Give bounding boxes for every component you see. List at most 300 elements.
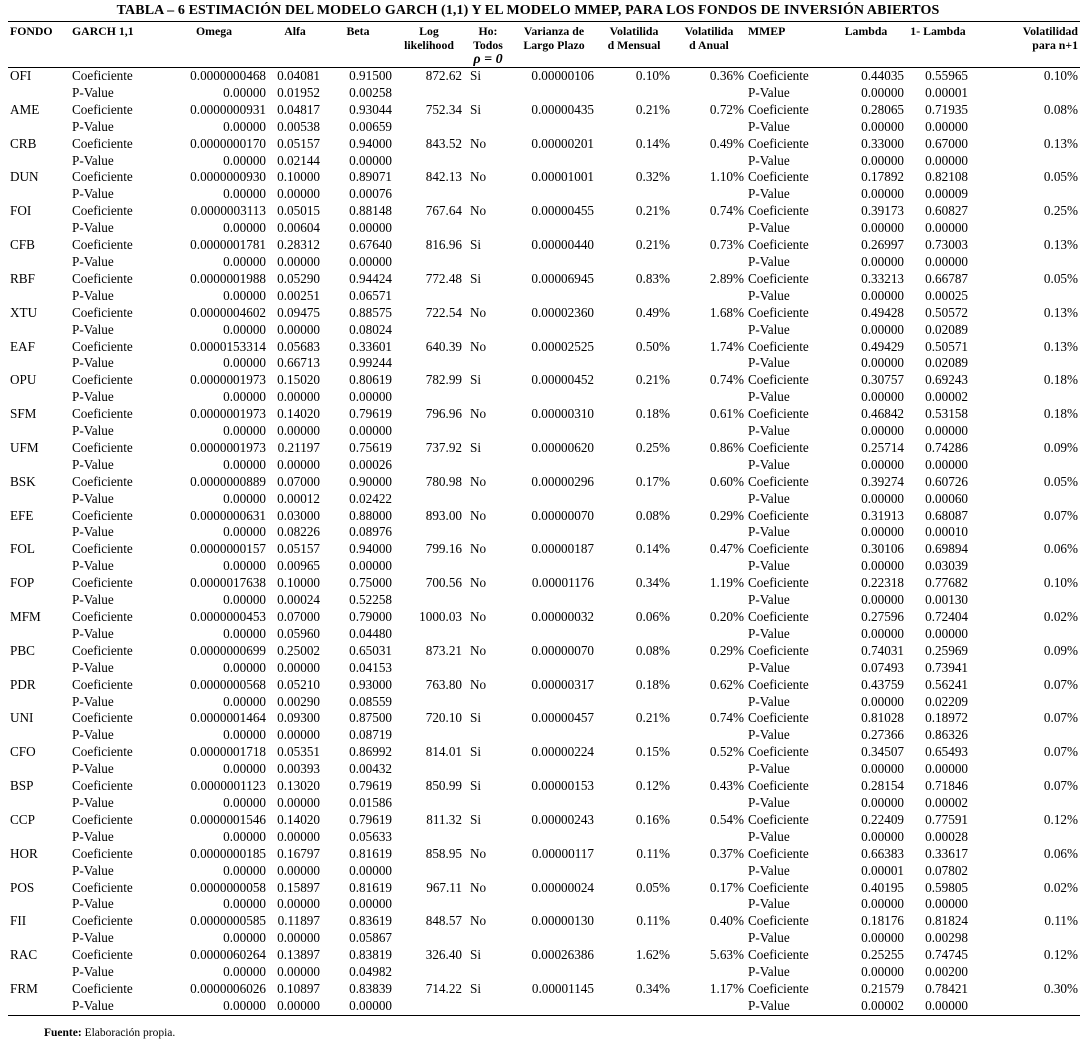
lambda-pvalue: 0.00000 bbox=[861, 558, 904, 574]
omega-value: 0.0000006026 bbox=[190, 980, 266, 996]
varianza-empty bbox=[512, 998, 596, 1015]
fund-name-empty bbox=[8, 85, 70, 102]
omega-pvalue: 0.00000 bbox=[223, 592, 266, 608]
lambda-value: 0.81028 bbox=[861, 710, 904, 726]
varianza-empty bbox=[512, 186, 596, 203]
volatilidad-anual-empty bbox=[672, 153, 746, 170]
1-lambda-value: 0.18972 bbox=[925, 710, 968, 726]
table-row-coefficient bbox=[8, 880, 1080, 897]
volatilidad-anual-value: 0.47% bbox=[709, 541, 744, 557]
volatilidad-mensual-empty bbox=[596, 626, 672, 643]
mmep-coef-label: Coeficiente bbox=[748, 845, 809, 861]
mmep-coef-label: Coeficiente bbox=[748, 473, 809, 489]
mmep-pvalue-label: P-Value bbox=[748, 287, 790, 303]
table-row-pvalue bbox=[8, 626, 1080, 643]
fund-name: PDR bbox=[10, 676, 36, 692]
ho-empty bbox=[464, 795, 512, 812]
varianza-value: 0.00002525 bbox=[531, 338, 594, 354]
loglikelihood-value: 752.34 bbox=[425, 101, 462, 117]
volatilidad-mensual-value: 0.08% bbox=[635, 642, 670, 658]
volatilidad-n1-value: 0.13% bbox=[1043, 338, 1078, 354]
volatilidad-n1-value: 0.07% bbox=[1043, 676, 1078, 692]
omega-value: 0.0000000889 bbox=[190, 473, 266, 489]
loglikelihood-value: 772.48 bbox=[425, 270, 462, 286]
varianza-empty bbox=[512, 896, 596, 913]
beta-pvalue: 0.00000 bbox=[349, 253, 392, 269]
volatilidad-anual-value: 0.36% bbox=[709, 68, 744, 83]
volatilidad-mensual-empty bbox=[596, 457, 672, 474]
volatilidad-n1-value: 0.08% bbox=[1043, 101, 1078, 117]
pvalue-label: P-Value bbox=[72, 253, 114, 269]
loglikelihood-empty bbox=[394, 322, 464, 339]
fund-name-empty bbox=[8, 457, 70, 474]
volatilidad-mensual-value: 0.06% bbox=[635, 609, 670, 624]
beta-pvalue: 0.04153 bbox=[349, 659, 392, 675]
volatilidad-anual-value: 1.17% bbox=[709, 980, 744, 996]
coef-label: Coeficiente bbox=[72, 507, 133, 523]
fund-name: EFE bbox=[10, 507, 34, 523]
mmep-coef-label: Coeficiente bbox=[748, 406, 809, 422]
omega-value: 0.0000000170 bbox=[190, 135, 266, 151]
ho-value: No bbox=[470, 338, 487, 354]
beta-pvalue: 0.08719 bbox=[349, 727, 392, 743]
lambda-pvalue: 0.00002 bbox=[826, 998, 906, 1015]
ho-empty bbox=[464, 524, 512, 541]
1-lambda-value: 0.77591 bbox=[925, 811, 968, 827]
beta-pvalue: 0.05633 bbox=[349, 828, 392, 844]
volatilidad-n1-empty bbox=[970, 964, 1080, 981]
omega-value: 0.0000000185 bbox=[190, 845, 266, 861]
lambda-pvalue: 0.00000 bbox=[861, 625, 904, 641]
omega-pvalue: 0.00000 bbox=[223, 524, 266, 540]
volatilidad-mensual-empty bbox=[596, 727, 672, 744]
lambda-pvalue: 0.00000 bbox=[861, 794, 904, 810]
volatilidad-anual-value: 0.74% bbox=[709, 203, 744, 219]
volatilidad-mensual-empty bbox=[596, 423, 672, 440]
volatilidad-mensual-value: 0.34% bbox=[635, 575, 670, 591]
table-row-pvalue bbox=[8, 457, 1080, 474]
1-lambda-value: 0.73003 bbox=[925, 237, 968, 253]
table-row-coefficient bbox=[8, 541, 1080, 558]
beta-value: 0.86992 bbox=[349, 744, 392, 760]
fund-name: HOR bbox=[10, 845, 38, 861]
1-lambda-value: 0.81824 bbox=[925, 913, 968, 929]
volatilidad-n1-value: 0.09% bbox=[1043, 439, 1078, 455]
lambda-pvalue: 0.00000 bbox=[861, 964, 904, 980]
lambda-pvalue: 0.00000 bbox=[861, 186, 904, 202]
omega-pvalue: 0.00000 bbox=[223, 794, 266, 810]
volatilidad-mensual-empty bbox=[596, 592, 672, 609]
ho-empty bbox=[464, 423, 512, 440]
omega-value: 0.0000000468 bbox=[190, 68, 266, 83]
omega-pvalue: 0.00000 bbox=[223, 456, 266, 472]
volatilidad-n1-value: 0.07% bbox=[1043, 744, 1078, 760]
table-row-pvalue bbox=[8, 727, 1080, 744]
omega-value: 0.0000001973 bbox=[190, 406, 266, 422]
beta-value: 0.67640 bbox=[349, 237, 392, 253]
volatilidad-anual-value: 1.68% bbox=[709, 304, 744, 320]
table-row-coefficient bbox=[8, 710, 1080, 727]
beta-value: 0.83819 bbox=[349, 947, 392, 963]
omega-value: 0.0000000058 bbox=[190, 879, 266, 895]
loglikelihood-empty bbox=[394, 423, 464, 440]
mmep-coef-label: Coeficiente bbox=[748, 304, 809, 320]
ho-empty bbox=[464, 254, 512, 271]
lambda-value: 0.30757 bbox=[861, 372, 904, 388]
table-row-coefficient bbox=[8, 339, 1080, 356]
mmep-pvalue-label: P-Value bbox=[748, 693, 790, 709]
volatilidad-mensual-empty bbox=[596, 795, 672, 812]
1-lambda-pvalue: 0.00000 bbox=[925, 118, 968, 134]
omega-value: 0.0000000931 bbox=[190, 101, 266, 117]
volatilidad-anual-value: 1.74% bbox=[709, 338, 744, 354]
fund-name-empty bbox=[8, 694, 70, 711]
varianza-empty bbox=[512, 558, 596, 575]
alfa-value: 0.09475 bbox=[277, 304, 320, 320]
volatilidad-mensual-empty bbox=[596, 186, 672, 203]
1-lambda-pvalue: 0.00000 bbox=[925, 253, 968, 269]
varianza-value: 0.00000452 bbox=[531, 372, 594, 388]
volatilidad-anual-value: 0.52% bbox=[709, 744, 744, 760]
alfa-pvalue: 0.00000 bbox=[277, 423, 320, 439]
varianza-value: 0.00026386 bbox=[531, 947, 594, 963]
1-lambda-value: 0.50571 bbox=[925, 338, 968, 354]
loglikelihood-empty bbox=[394, 998, 464, 1015]
mmep-pvalue-label: P-Value bbox=[748, 862, 790, 878]
varianza-empty bbox=[512, 863, 596, 880]
garch-mmep-table bbox=[8, 21, 1080, 1016]
volatilidad-anual-value: 0.72% bbox=[709, 101, 744, 117]
volatilidad-n1-value: 0.06% bbox=[1043, 845, 1078, 861]
table-row-coefficient bbox=[8, 305, 1080, 322]
volatilidad-anual-value: 0.74% bbox=[709, 372, 744, 388]
lambda-value: 0.66383 bbox=[861, 845, 904, 861]
alfa-pvalue: 0.00393 bbox=[277, 761, 320, 777]
loglikelihood-empty bbox=[394, 119, 464, 136]
varianza-empty bbox=[512, 964, 596, 981]
ho-value: No bbox=[470, 169, 487, 185]
volatilidad-n1-empty bbox=[970, 727, 1080, 744]
ho-empty bbox=[464, 694, 512, 711]
header-ho: Ho: Todos ρ = 0 bbox=[464, 22, 512, 68]
pvalue-label: P-Value bbox=[72, 727, 114, 743]
volatilidad-anual-empty bbox=[672, 389, 746, 406]
volatilidad-n1-empty bbox=[970, 795, 1080, 812]
ho-empty bbox=[464, 998, 512, 1015]
beta-pvalue: 0.00000 bbox=[349, 862, 392, 878]
volatilidad-anual-empty bbox=[672, 254, 746, 271]
volatilidad-mensual-empty bbox=[596, 491, 672, 508]
varianza-empty bbox=[512, 761, 596, 778]
omega-pvalue: 0.00000 bbox=[223, 389, 266, 405]
fund-name-empty bbox=[8, 829, 70, 846]
ho-value: No bbox=[470, 473, 487, 489]
alfa-pvalue: 0.66713 bbox=[277, 355, 320, 371]
mmep-coef-label: Coeficiente bbox=[748, 642, 809, 658]
alfa-pvalue: 0.00000 bbox=[277, 828, 320, 844]
varianza-value: 0.00000070 bbox=[531, 507, 594, 523]
omega-value: 0.0000000157 bbox=[190, 541, 266, 557]
lambda-value: 0.25714 bbox=[861, 439, 904, 455]
coef-label: Coeficiente bbox=[72, 913, 133, 929]
beta-pvalue: 0.00000 bbox=[349, 152, 392, 168]
volatilidad-n1-empty bbox=[970, 592, 1080, 609]
beta-value: 0.75619 bbox=[349, 439, 392, 455]
varianza-value: 0.00001176 bbox=[531, 575, 594, 591]
mmep-pvalue-label: P-Value bbox=[748, 253, 790, 269]
volatilidad-anual-empty bbox=[672, 592, 746, 609]
volatilidad-anual-value: 5.63% bbox=[709, 947, 744, 963]
fund-name-empty bbox=[8, 998, 70, 1015]
loglikelihood-empty bbox=[394, 389, 464, 406]
volatilidad-mensual-empty bbox=[596, 660, 672, 677]
omega-value: 0.0000003113 bbox=[190, 203, 266, 219]
1-lambda-pvalue: 0.00298 bbox=[925, 930, 968, 946]
table-row-pvalue bbox=[8, 761, 1080, 778]
fund-name: OFI bbox=[10, 68, 32, 83]
table-row-pvalue bbox=[8, 220, 1080, 237]
volatilidad-mensual-empty bbox=[596, 85, 672, 102]
1-lambda-value: 0.60827 bbox=[925, 203, 968, 219]
lambda-pvalue: 0.00000 bbox=[861, 118, 904, 134]
volatilidad-mensual-value: 1.62% bbox=[635, 947, 670, 963]
alfa-pvalue: 0.00604 bbox=[277, 220, 320, 236]
loglikelihood-value: 893.00 bbox=[425, 507, 462, 523]
volatilidad-anual-empty bbox=[672, 457, 746, 474]
beta-value: 0.94000 bbox=[349, 541, 392, 557]
loglikelihood-value: 843.52 bbox=[425, 135, 462, 151]
fund-name: PBC bbox=[10, 642, 35, 658]
ho-value: Si bbox=[470, 980, 481, 996]
loglikelihood-value: 873.21 bbox=[425, 642, 462, 658]
loglikelihood-empty bbox=[394, 660, 464, 677]
volatilidad-anual-empty bbox=[672, 186, 746, 203]
table-row-coefficient bbox=[8, 981, 1080, 998]
omega-value: 0.0000001123 bbox=[190, 778, 266, 794]
mmep-coef-label: Coeficiente bbox=[748, 338, 809, 354]
alfa-value: 0.15020 bbox=[277, 372, 320, 388]
pvalue-label: P-Value bbox=[72, 964, 114, 980]
alfa-value: 0.07000 bbox=[277, 609, 320, 624]
ho-value: No bbox=[470, 913, 487, 929]
beta-pvalue: 0.00659 bbox=[349, 118, 392, 134]
lambda-pvalue: 0.00000 bbox=[861, 828, 904, 844]
varianza-empty bbox=[512, 288, 596, 305]
volatilidad-n1-value: 0.07% bbox=[1043, 507, 1078, 523]
beta-value: 0.79619 bbox=[349, 406, 392, 422]
beta-pvalue: 0.05867 bbox=[349, 930, 392, 946]
volatilidad-anual-value: 0.62% bbox=[709, 676, 744, 692]
alfa-value: 0.10000 bbox=[277, 575, 320, 591]
coef-label: Coeficiente bbox=[72, 169, 133, 185]
table-row-pvalue bbox=[8, 254, 1080, 271]
ho-value: No bbox=[470, 406, 487, 422]
volatilidad-n1-value: 0.25% bbox=[1043, 203, 1078, 219]
1-lambda-pvalue: 0.00200 bbox=[925, 964, 968, 980]
mmep-pvalue-label: P-Value bbox=[748, 964, 790, 980]
table-row-pvalue bbox=[8, 186, 1080, 203]
table-row-coefficient bbox=[8, 778, 1080, 795]
alfa-pvalue: 0.00000 bbox=[277, 456, 320, 472]
1-lambda-value: 0.33617 bbox=[925, 845, 968, 861]
volatilidad-n1-empty bbox=[970, 761, 1080, 778]
varianza-value: 0.00000435 bbox=[531, 101, 594, 117]
omega-pvalue: 0.00000 bbox=[223, 693, 266, 709]
ho-value: No bbox=[470, 203, 487, 219]
header-1-lambda: 1- Lambda bbox=[906, 22, 970, 68]
table-row-pvalue bbox=[8, 322, 1080, 339]
1-lambda-pvalue: 0.73941 bbox=[925, 659, 968, 675]
1-lambda-pvalue: 0.00002 bbox=[925, 794, 968, 810]
table-row-pvalue bbox=[8, 829, 1080, 846]
table-row-pvalue bbox=[8, 153, 1080, 170]
fund-name: FOP bbox=[10, 575, 35, 591]
volatilidad-n1-value: 0.02% bbox=[1043, 879, 1078, 895]
volatilidad-n1-value: 0.05% bbox=[1043, 169, 1078, 185]
lambda-pvalue: 0.00000 bbox=[861, 152, 904, 168]
fund-name: CFB bbox=[10, 237, 35, 253]
fund-name: EAF bbox=[10, 338, 35, 354]
fund-name-empty bbox=[8, 626, 70, 643]
volatilidad-n1-empty bbox=[970, 660, 1080, 677]
beta-pvalue: 0.00000 bbox=[349, 896, 392, 912]
header-alfa: Alfa bbox=[268, 22, 322, 68]
1-lambda-pvalue: 0.00010 bbox=[925, 524, 968, 540]
beta-pvalue: 0.01586 bbox=[349, 794, 392, 810]
beta-pvalue: 0.08024 bbox=[349, 321, 392, 337]
1-lambda-pvalue: 0.86326 bbox=[925, 727, 968, 743]
varianza-value: 0.00006945 bbox=[531, 270, 594, 286]
volatilidad-n1-empty bbox=[970, 423, 1080, 440]
ho-empty bbox=[464, 896, 512, 913]
mmep-coef-label: Coeficiente bbox=[748, 710, 809, 726]
fund-name-empty bbox=[8, 186, 70, 203]
ho-empty bbox=[464, 322, 512, 339]
volatilidad-anual-value: 0.60% bbox=[709, 473, 744, 489]
mmep-coef-label: Coeficiente bbox=[748, 879, 809, 895]
ho-value: Si bbox=[470, 101, 481, 117]
loglikelihood-value: 814.01 bbox=[425, 744, 462, 760]
loglikelihood-empty bbox=[394, 795, 464, 812]
beta-value: 0.94424 bbox=[349, 270, 392, 286]
fund-name: RBF bbox=[10, 270, 35, 286]
lambda-value: 0.74031 bbox=[861, 642, 904, 658]
lambda-pvalue: 0.00000 bbox=[861, 220, 904, 236]
loglikelihood-value: 850.99 bbox=[425, 778, 462, 794]
loglikelihood-value: 848.57 bbox=[425, 913, 462, 929]
coef-label: Coeficiente bbox=[72, 473, 133, 489]
mmep-coef-label: Coeficiente bbox=[748, 778, 809, 794]
volatilidad-mensual-empty bbox=[596, 322, 672, 339]
loglikelihood-value: 799.16 bbox=[425, 541, 462, 557]
table-row-coefficient bbox=[8, 812, 1080, 829]
varianza-empty bbox=[512, 153, 596, 170]
beta-pvalue: 0.99244 bbox=[349, 355, 392, 371]
varianza-empty bbox=[512, 322, 596, 339]
volatilidad-anual-value: 0.61% bbox=[709, 406, 744, 422]
mmep-coef-label: Coeficiente bbox=[748, 237, 809, 253]
varianza-value: 0.00000070 bbox=[531, 642, 594, 658]
1-lambda-pvalue: 0.00000 bbox=[925, 896, 968, 912]
volatilidad-mensual-empty bbox=[596, 524, 672, 541]
beta-value: 0.81619 bbox=[349, 845, 392, 861]
fund-name: BSP bbox=[10, 778, 34, 794]
volatilidad-n1-value: 0.05% bbox=[1043, 270, 1078, 286]
1-lambda-pvalue: 0.03039 bbox=[925, 558, 968, 574]
beta-pvalue: 0.02422 bbox=[349, 490, 392, 506]
varianza-empty bbox=[512, 626, 596, 643]
volatilidad-anual-empty bbox=[672, 355, 746, 372]
volatilidad-anual-value: 0.74% bbox=[709, 710, 744, 726]
table-row-coefficient bbox=[8, 68, 1080, 85]
beta-pvalue: 0.00000 bbox=[322, 998, 394, 1015]
header-omega: Omega bbox=[160, 22, 268, 68]
pvalue-label: P-Value bbox=[72, 794, 114, 810]
volatilidad-n1-value: 0.05% bbox=[1043, 473, 1078, 489]
omega-value: 0.0000153314 bbox=[190, 338, 266, 354]
lambda-pvalue: 0.00000 bbox=[861, 456, 904, 472]
loglikelihood-empty bbox=[394, 186, 464, 203]
table-row-pvalue bbox=[8, 964, 1080, 981]
lambda-value: 0.28065 bbox=[861, 101, 904, 117]
mmep-pvalue-label: P-Value bbox=[748, 389, 790, 405]
omega-value: 0.0000000930 bbox=[190, 169, 266, 185]
mmep-coef-label: Coeficiente bbox=[748, 439, 809, 455]
alfa-value: 0.13897 bbox=[277, 947, 320, 963]
loglikelihood-empty bbox=[394, 964, 464, 981]
lambda-pvalue: 0.00000 bbox=[861, 693, 904, 709]
lambda-value: 0.27596 bbox=[861, 609, 904, 624]
ho-value: Si bbox=[470, 372, 481, 388]
volatilidad-n1-empty bbox=[970, 626, 1080, 643]
header-garch: GARCH 1,1 bbox=[70, 22, 160, 68]
loglikelihood-value: 967.11 bbox=[426, 879, 462, 895]
coef-label: Coeficiente bbox=[72, 710, 133, 726]
mmep-pvalue-label: P-Value bbox=[748, 321, 790, 337]
lambda-pvalue: 0.07493 bbox=[861, 659, 904, 675]
alfa-value: 0.05210 bbox=[277, 676, 320, 692]
table-row-coefficient bbox=[8, 237, 1080, 254]
alfa-value: 0.05351 bbox=[277, 744, 320, 760]
varianza-value: 0.00000153 bbox=[531, 778, 594, 794]
table-row-coefficient bbox=[8, 406, 1080, 423]
alfa-value: 0.21197 bbox=[277, 439, 320, 455]
volatilidad-n1-empty bbox=[970, 998, 1080, 1015]
alfa-pvalue: 0.00000 bbox=[277, 862, 320, 878]
volatilidad-mensual-empty bbox=[596, 254, 672, 271]
volatilidad-mensual-empty bbox=[596, 761, 672, 778]
volatilidad-n1-empty bbox=[970, 153, 1080, 170]
ho-empty bbox=[464, 761, 512, 778]
lambda-pvalue: 0.27366 bbox=[861, 727, 904, 743]
volatilidad-n1-value: 0.13% bbox=[1043, 237, 1078, 253]
beta-pvalue: 0.06571 bbox=[349, 287, 392, 303]
1-lambda-pvalue: 0.00000 bbox=[925, 423, 968, 439]
volatilidad-anual-empty bbox=[672, 85, 746, 102]
volatilidad-n1-empty bbox=[970, 254, 1080, 271]
fund-name-empty bbox=[8, 558, 70, 575]
volatilidad-mensual-empty bbox=[596, 896, 672, 913]
mmep-coef-label: Coeficiente bbox=[748, 270, 809, 286]
coef-label: Coeficiente bbox=[72, 270, 133, 286]
coef-label: Coeficiente bbox=[72, 980, 133, 996]
alfa-value: 0.03000 bbox=[277, 507, 320, 523]
pvalue-label: P-Value bbox=[72, 625, 114, 641]
coef-label: Coeficiente bbox=[72, 744, 133, 760]
volatilidad-n1-empty bbox=[970, 524, 1080, 541]
volatilidad-n1-value: 0.10% bbox=[1043, 575, 1078, 591]
omega-value: 0.0000000631 bbox=[190, 507, 266, 523]
